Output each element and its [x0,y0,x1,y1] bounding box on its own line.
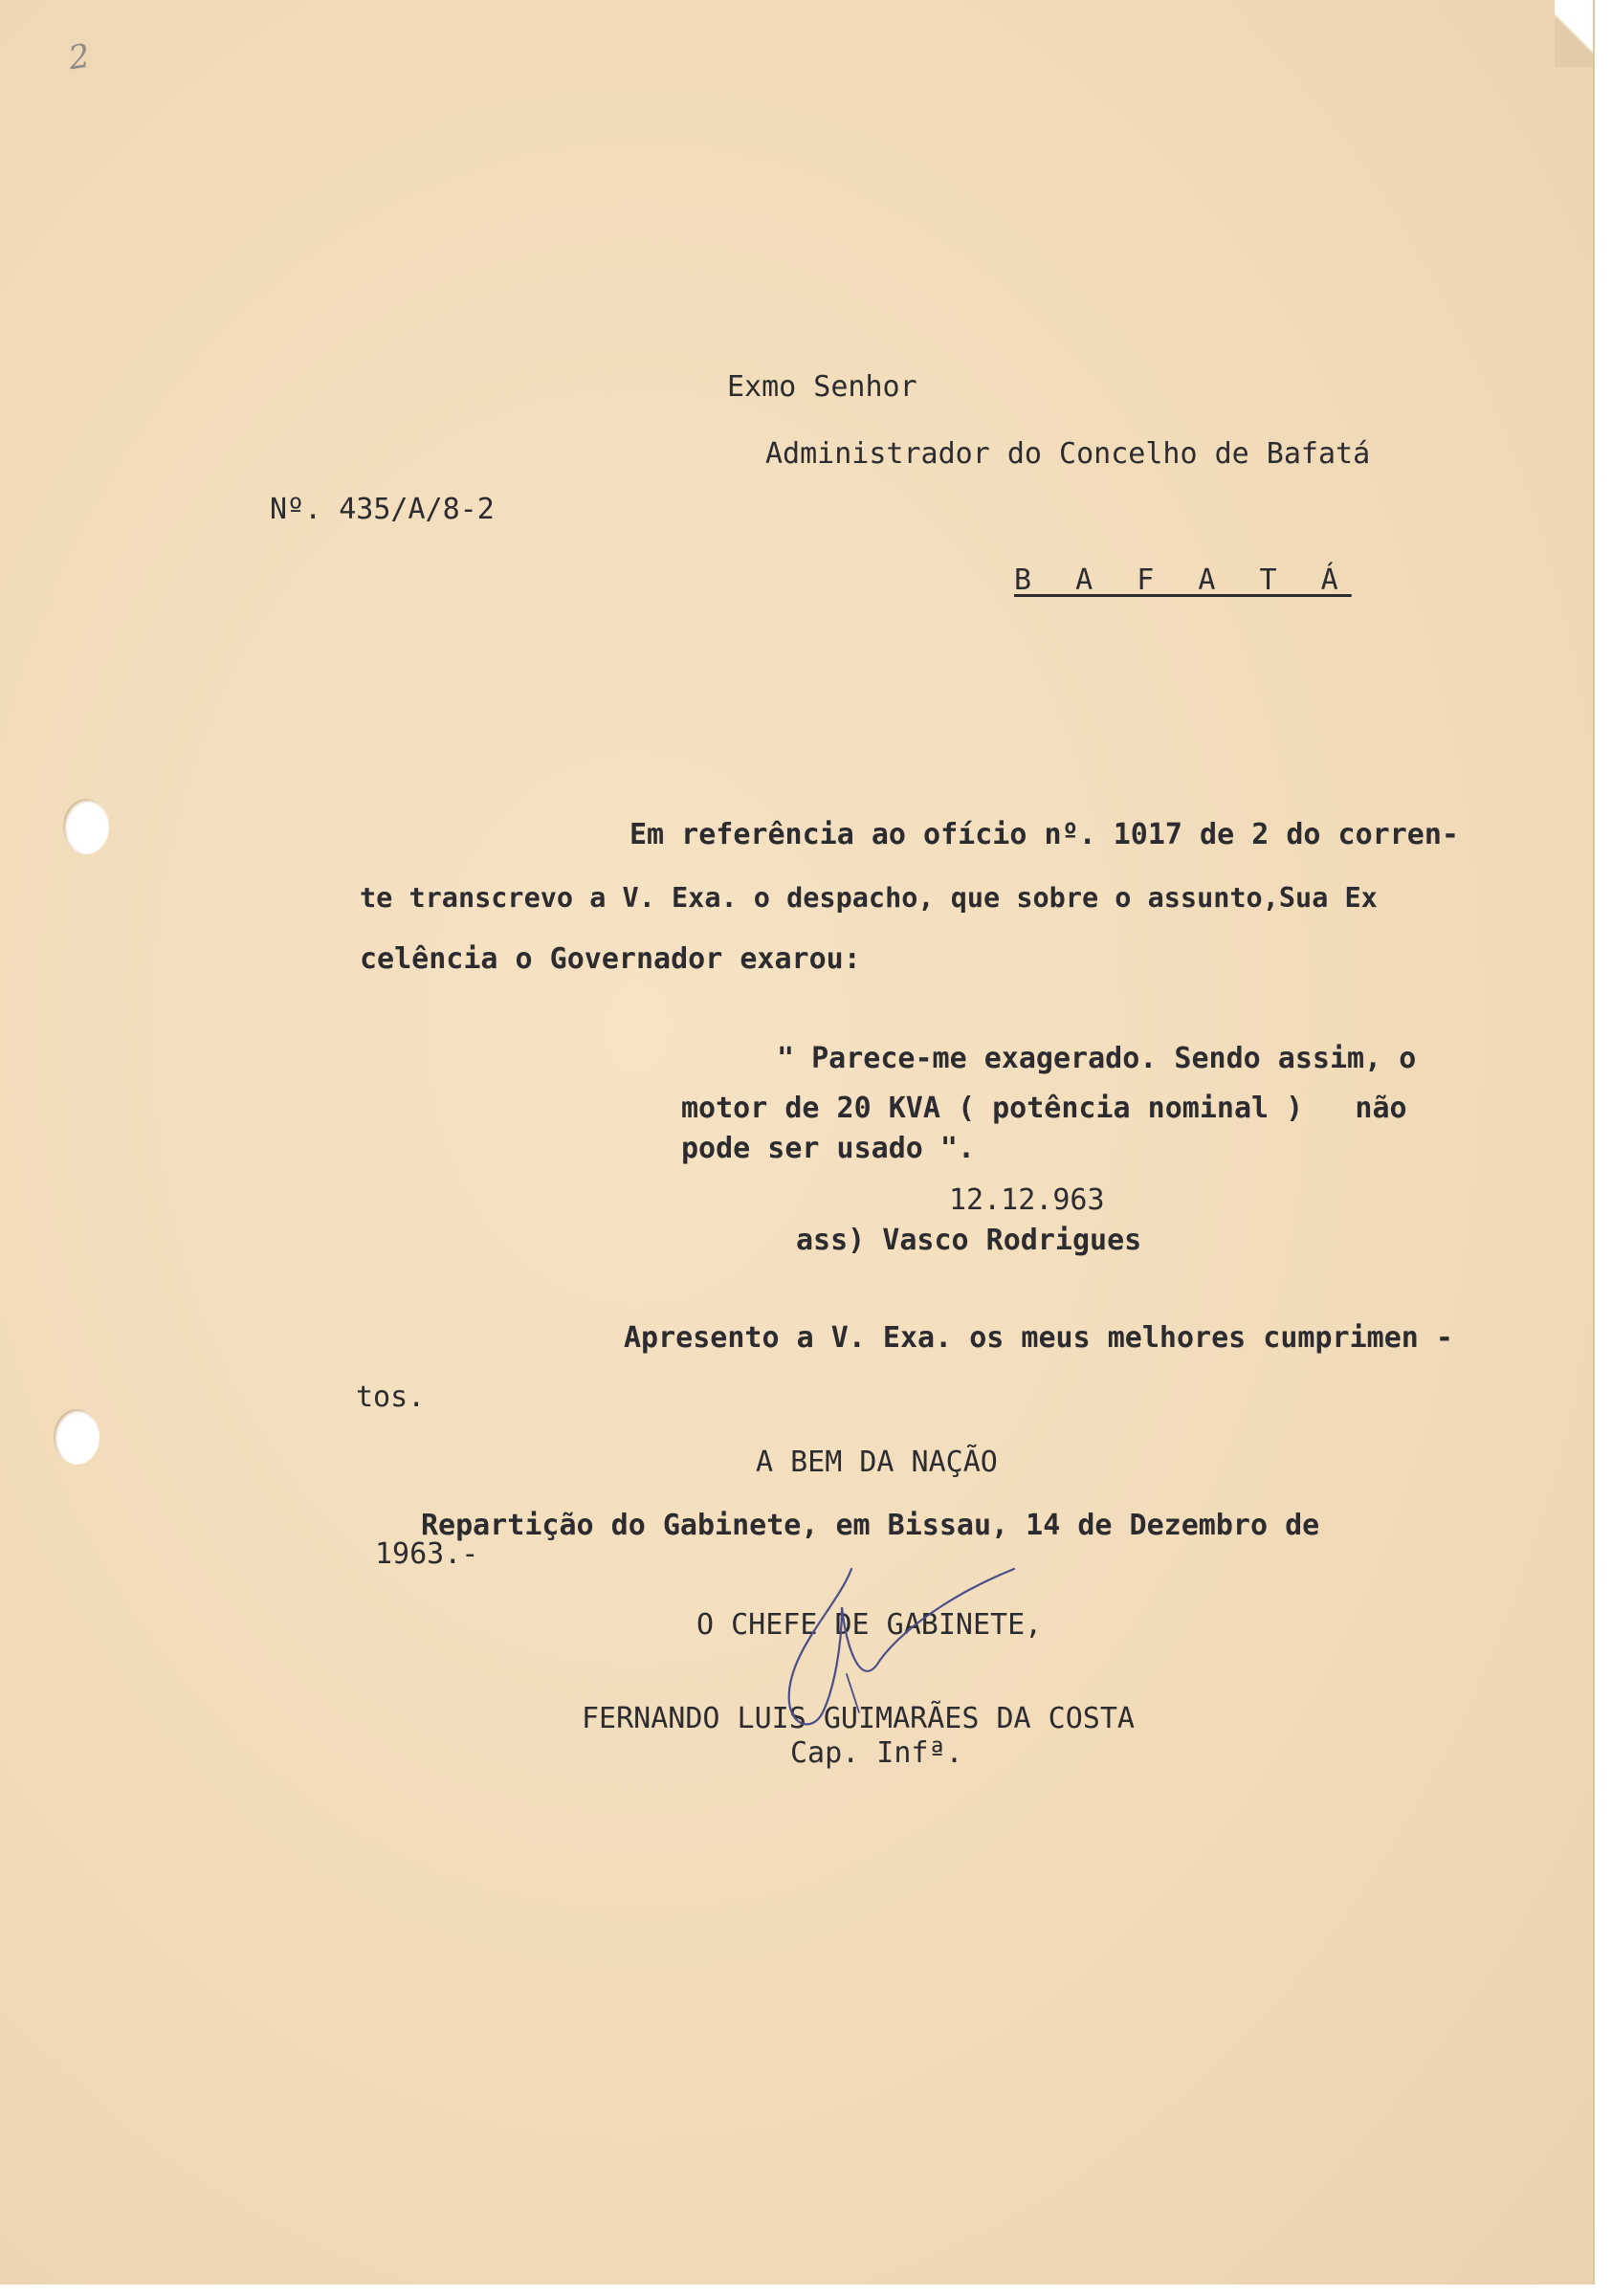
salutation: Exmo Senhor [727,370,917,404]
motto: A BEM DA NAÇÃO [756,1446,998,1479]
page-corner-fold [1555,0,1593,67]
quote-signed: ass) Vasco Rodrigues [796,1224,1142,1257]
pencil-mark: 2 [66,36,93,78]
closing-line-2: tos. [356,1380,426,1414]
signatory-rank: Cap. Infª. [790,1736,963,1770]
place-date-line-2: 1963.- [375,1537,479,1571]
addressee: Administrador do Concelho de Bafatá [765,437,1371,471]
place-date-line-1: Repartição do Gabinete, em Bissau, 14 de Dezembro de [421,1509,1320,1542]
punch-hole-bottom [54,1409,99,1465]
quote-date: 12.12.963 [949,1183,1105,1217]
handwritten-signature [746,1550,1052,1741]
quote-line-2: motor de 20 KVA ( potência nominal ) não [681,1092,1407,1125]
quote-line-3: pode ser usado ". [681,1132,976,1165]
punch-hole-top [63,799,109,854]
quote-line-1: " Parece-me exagerado. Sendo assim, o [777,1042,1417,1075]
city-heading: B A F A T Á [1014,563,1352,597]
body-line-3: celência o Governador exarou: [360,942,861,976]
body-line-2: te transcrevo a V. Exa. o despacho, que sobre o assunto,Sua Ex [360,882,1378,914]
signatory-name: FERNANDO LUIS GUIMARÃES DA COSTA [582,1702,1135,1735]
body-line-1: Em referência ao ofício nº. 1017 de 2 do corren- [629,818,1459,851]
closing-line-1: Apresento a V. Exa. os meus melhores cumprimen - [624,1321,1453,1355]
reference-number: Nº. 435/A/8-2 [270,493,495,526]
signatory-title: O CHEFE DE GABINETE, [696,1608,1043,1642]
